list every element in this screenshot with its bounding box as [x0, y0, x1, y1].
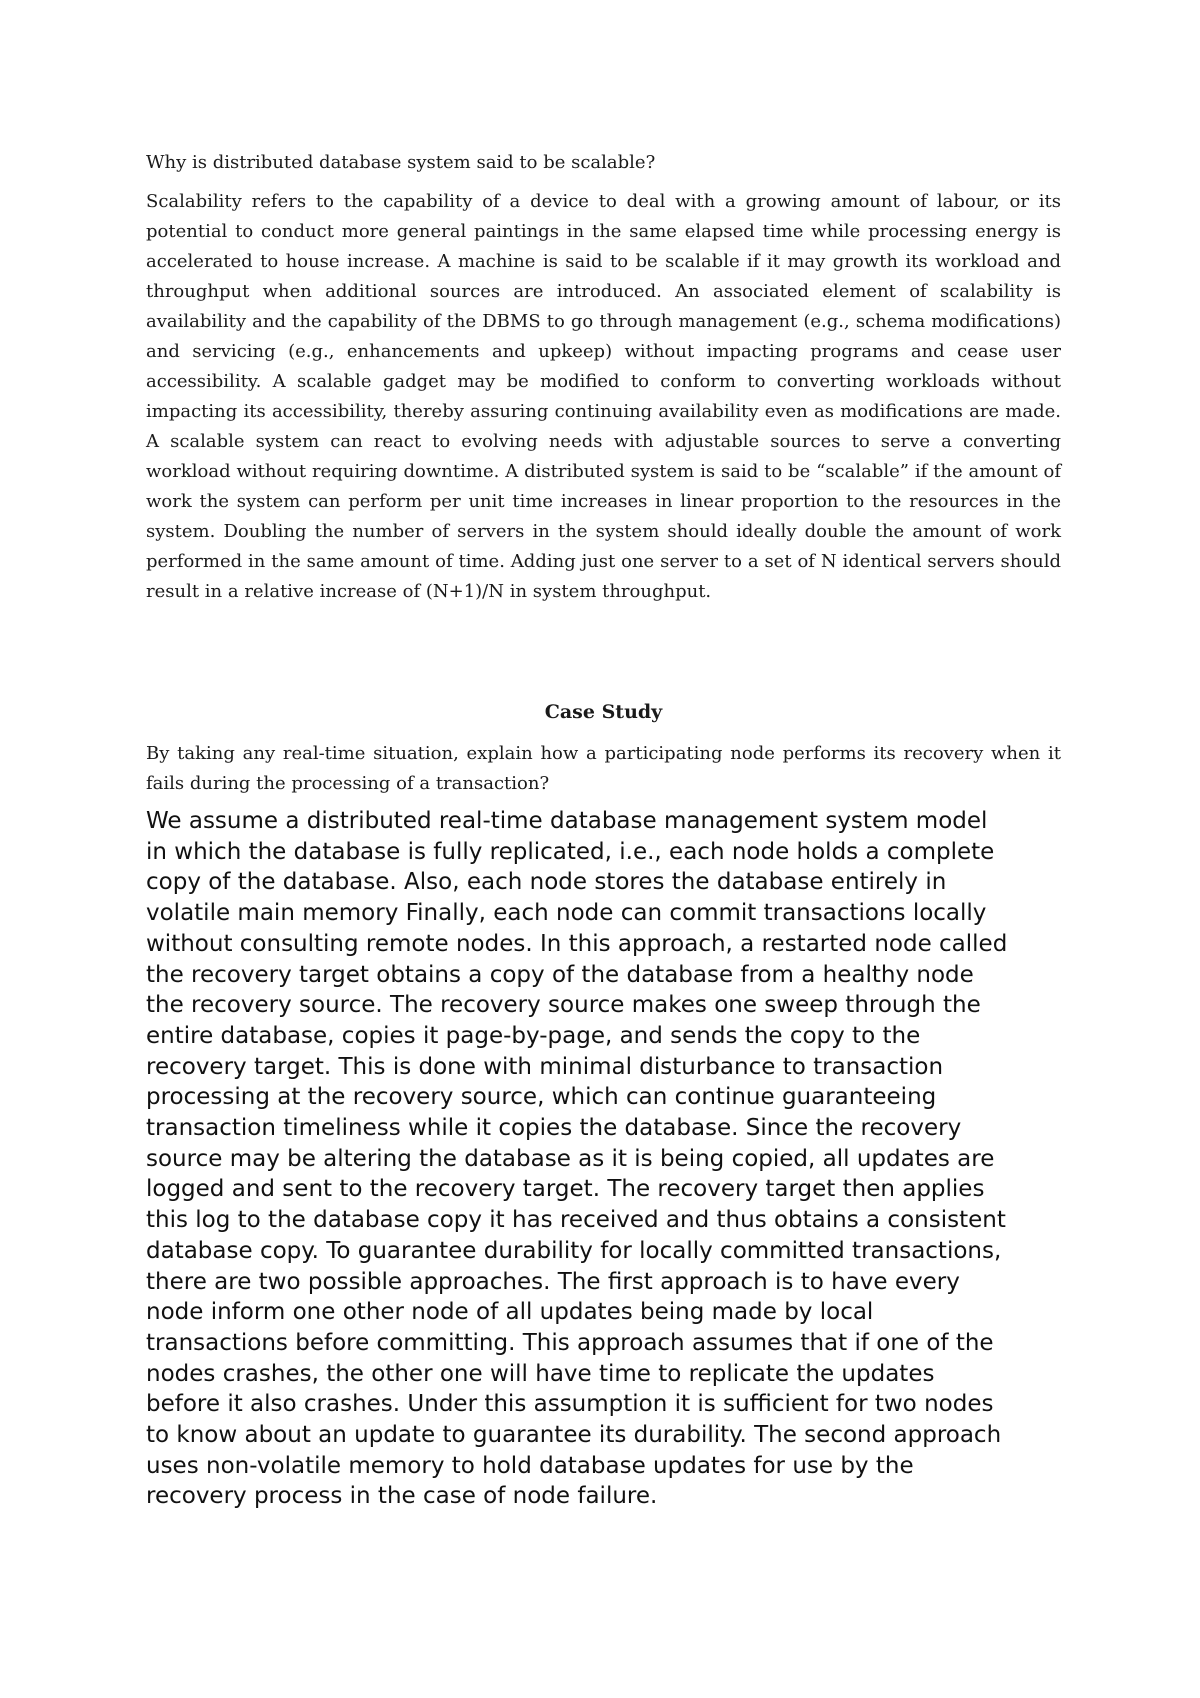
answer-line: copy of the database. Also, each node stores the database entirely in — [146, 869, 947, 896]
answer-scalability: Scalability refers to the capability of a device to deal with a growing amount of labour, or its potential to conduct more general paintings in the same elapsed time while processing energy is accelerated to house increase. A machine is said to be scalable if it may growth its workload and throughput when additional sources are introduced. An associated element of scalability is availability and the capability of the DBMS to go through management (e.g., schema modifications) and servicing (e.g., enhancements and upkeep) without impacting programs and cease user accessibility. A scalable gadget may be modified to conform to converting workloads without impacting its accessibility, thereby assuring continuing availability even as modifications are made. A scalable system can react to evolving needs with adjustable sources to serve a converting workload without requiring downtime. A distributed system is said to be “scalable” if the amount of work the system can perform per unit time increases in linear proportion to the resources in the system. Doubling the number of servers in the system should ideally double the amount of work performed in the same amount of time. Adding just one server to a set of N identical servers should result in a relative increase of (N+1)/N in system throughput. — [146, 191, 1061, 602]
answer-line: before it also crashes. Under this assumption it is sufficient for two nodes — [146, 1391, 994, 1418]
question-scalability: Why is distributed database system said to be scalable? — [146, 152, 656, 173]
question-recovery: By taking any real-time situation, explain how a participating node performs its recovery when it fails during the processing of a transaction? — [146, 743, 1061, 794]
answer-line: processing at the recovery source, which can continue guaranteeing — [146, 1084, 937, 1111]
answer-recovery — [146, 806, 1071, 1512]
answer-line: there are two possible approaches. The first approach is to have every — [146, 1268, 960, 1295]
answer-line: in which the database is fully replicated, i.e., each node holds a complete — [146, 838, 995, 865]
case-study-heading: Case Study — [544, 701, 663, 723]
answer-line: without consulting remote nodes. In this approach, a restarted node called — [146, 930, 1008, 957]
answer-line: nodes crashes, the other one will have time to replicate the updates — [146, 1360, 935, 1387]
answer-line: the recovery target obtains a copy of the database from a healthy node — [146, 961, 974, 988]
answer-line: entire database, copies it page-by-page, and sends the copy to the — [146, 1022, 921, 1049]
answer-line: source may be altering the database as it is being copied, all updates are — [146, 1145, 995, 1172]
answer-line: the recovery source. The recovery source makes one sweep through the — [146, 992, 981, 1019]
answer-line: We assume a distributed real-time database management system model — [146, 808, 988, 834]
answer-line: database copy. To guarantee durability for locally committed transactions, — [146, 1237, 1002, 1264]
answer-line: transactions before committing. This approach assumes that if one of the — [146, 1329, 994, 1356]
answer-line: logged and sent to the recovery target. The recovery target then applies — [146, 1176, 985, 1203]
answer-line: to know about an update to guarantee its durability. The second approach — [146, 1422, 1002, 1449]
answer-line: volatile main memory Finally, each node can commit transactions locally — [146, 900, 987, 927]
answer-line: uses non-volatile memory to hold database updates for use by the — [146, 1452, 914, 1479]
answer-line: transaction timeliness while it copies the database. Since the recovery — [146, 1115, 962, 1142]
answer-line: node inform one other node of all updates being made by local — [146, 1299, 874, 1326]
answer-line: this log to the database copy it has received and thus obtains a consistent — [146, 1207, 1006, 1234]
answer-line: recovery target. This is done with minimal disturbance to transaction — [146, 1053, 944, 1080]
answer-line: recovery process in the case of node failure. — [146, 1483, 658, 1510]
